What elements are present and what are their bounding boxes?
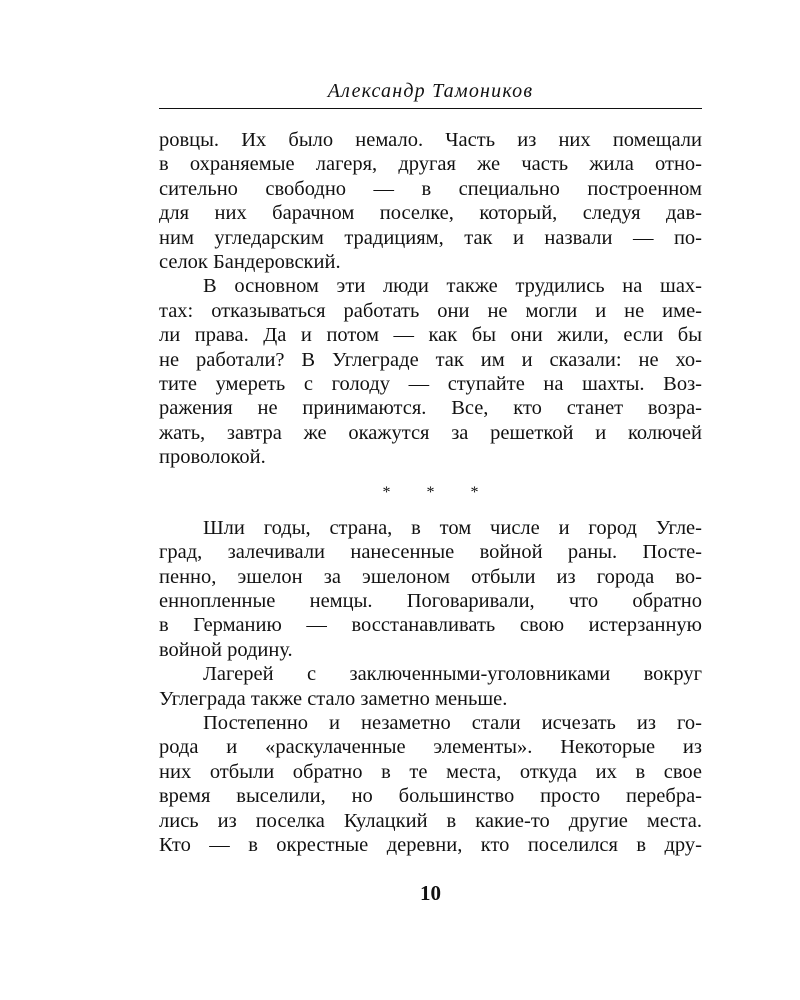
section-separator: * * * [382,484,495,502]
text-line: ли права. Да и потом — как бы они жили, если бы [159,324,702,347]
text-line: селок Бандеровский. [159,250,341,273]
text-line: Постепенно и незаметно стали исчезать из го- [203,711,702,734]
page-number: 10 [420,881,441,905]
text-line: пенно, эшелон за эшелоном отбыли из города во- [159,565,702,588]
text-line: жать, завтра же окажутся за решеткой и колючей [159,421,702,444]
paragraph-5 [159,711,702,857]
text-line: не работали? В Углеграде так им и сказали: не хо- [159,348,702,371]
text-line: град, залечивали нанесенные войной раны. Посте- [159,541,702,564]
paragraph-1 [159,128,702,274]
paragraph-2 [159,274,702,469]
text-line: войной родину. [159,638,293,661]
text-line: Лагерей с заключенными-уголовниками вокруг [203,663,702,686]
paragraph-4 [159,662,702,711]
text-line: время выселили, но большинство просто перебра- [159,785,702,808]
page-body [159,128,702,857]
text-line: тите умереть с голоду — ступайте на шахты. Воз- [159,372,702,395]
text-line: Углеграда также стало заметно меньше. [159,687,508,710]
header-author: Александр Тамоников [327,80,534,102]
text-line: сительно свободно — в специально построенном [159,177,702,200]
text-line: в Германию — восстанавливать свою истерзанную [159,614,702,637]
text-line: проволокой. [159,446,266,469]
text-line: для них барачном поселке, который, следуя дав- [159,202,702,225]
text-line: тах: отказываться работать они не могли и не име- [159,299,702,322]
text-line: ровцы. Их было немало. Часть из них помещали [159,129,702,151]
text-line: лись из поселка Кулацкий в какие-то другие места. [159,809,702,832]
text-line: ражения не принимаются. Все, кто станет возра- [159,397,702,420]
text-line: В основном эти люди также трудились на шах- [203,275,702,298]
text-line: еннопленные немцы. Поговаривали, что обратно [159,590,702,613]
text-line: в охраняемые лагеря, другая же часть жила отно- [159,153,702,176]
text-line: рода и «раскулаченные элементы». Некоторые из [159,736,702,759]
text-line: Шли годы, страна, в том числе и город Угле- [203,516,702,539]
text-line: них отбыли обратно в те места, откуда их в свое [159,760,702,783]
paragraph-3 [159,516,702,662]
text-line: Кто — в окрестные деревни, кто поселился в дру- [159,833,702,856]
running-header [159,78,702,109]
text-line: ним угледарским традициям, так и назвали — по- [159,226,702,249]
